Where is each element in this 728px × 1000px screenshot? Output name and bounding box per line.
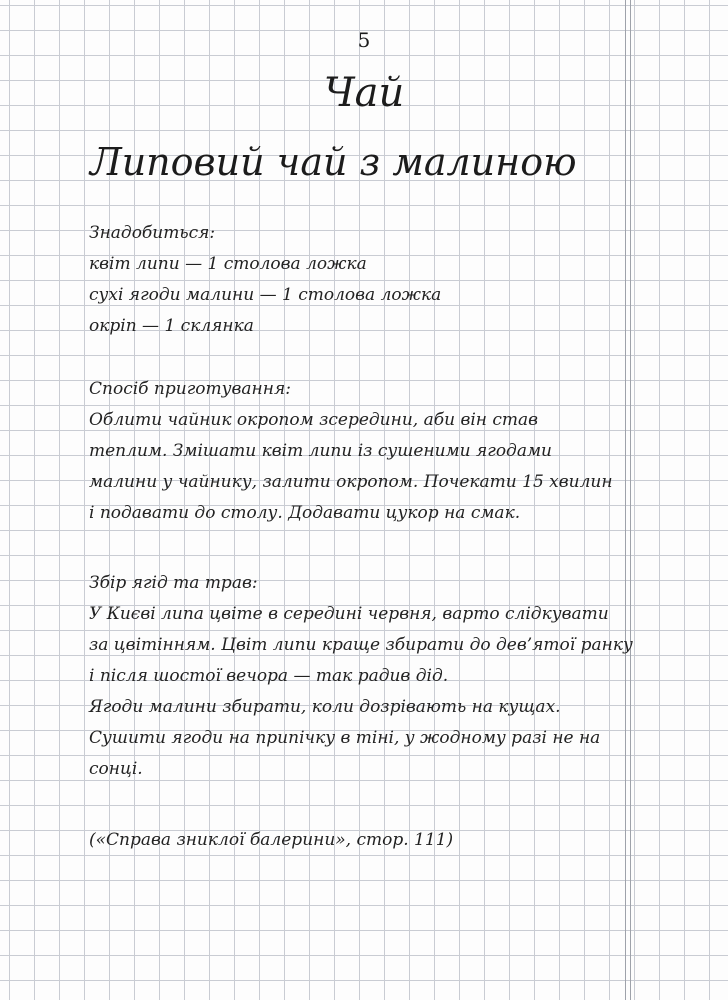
ingredient-item: квіт липи — 1 столова ложка [89,254,367,274]
margin-line-outer [625,0,626,1000]
method-heading: Спосіб приготування: [89,379,291,399]
harvest-line: за цвітінням. Цвіт липи краще збирати до дев’ятої ранку [89,635,633,655]
harvest-line: і після шостої вечора — так радив дід. [89,666,449,686]
margin-line-inner [630,0,631,1000]
method-line: теплим. Змішати квіт липи із сушеними ягодами [89,441,553,461]
ingredients-block [89,218,441,342]
harvest-block [89,568,633,785]
ingredient-item: сухі ягоди малини — 1 столова ложка [89,285,442,305]
ingredient-item: окріп — 1 склянка [89,316,254,336]
harvest-heading: Збір ягід та трав: [89,573,258,593]
method-line: Облити чайник окропом зсередини, аби він став [89,410,539,430]
harvest-line: Сушити ягоди на припічку в тіні, у жодному разі не на [89,728,601,748]
method-line: і подавати до столу. Додавати цукор на смак. [89,503,521,523]
source-citation [89,825,453,856]
recipe-title: Липовий чай з малиною [90,140,577,184]
method-line: малини у чайнику, залити окропом. Почекати 15 хвилин [89,472,613,492]
ingredients-heading: Знадобиться: [89,223,216,243]
harvest-line: У Києві липа цвіте в середині червня, варто слідкувати [89,604,609,624]
method-block [89,374,613,529]
source-text: («Справа зниклої балерини», стор. 111) [89,830,454,850]
harvest-line: сонці. [89,759,143,779]
page-number: 5 [357,28,371,52]
harvest-line: Ягоди малини збирати, коли дозрівають на кущах. [89,697,561,717]
section-title: Чай [323,70,405,116]
